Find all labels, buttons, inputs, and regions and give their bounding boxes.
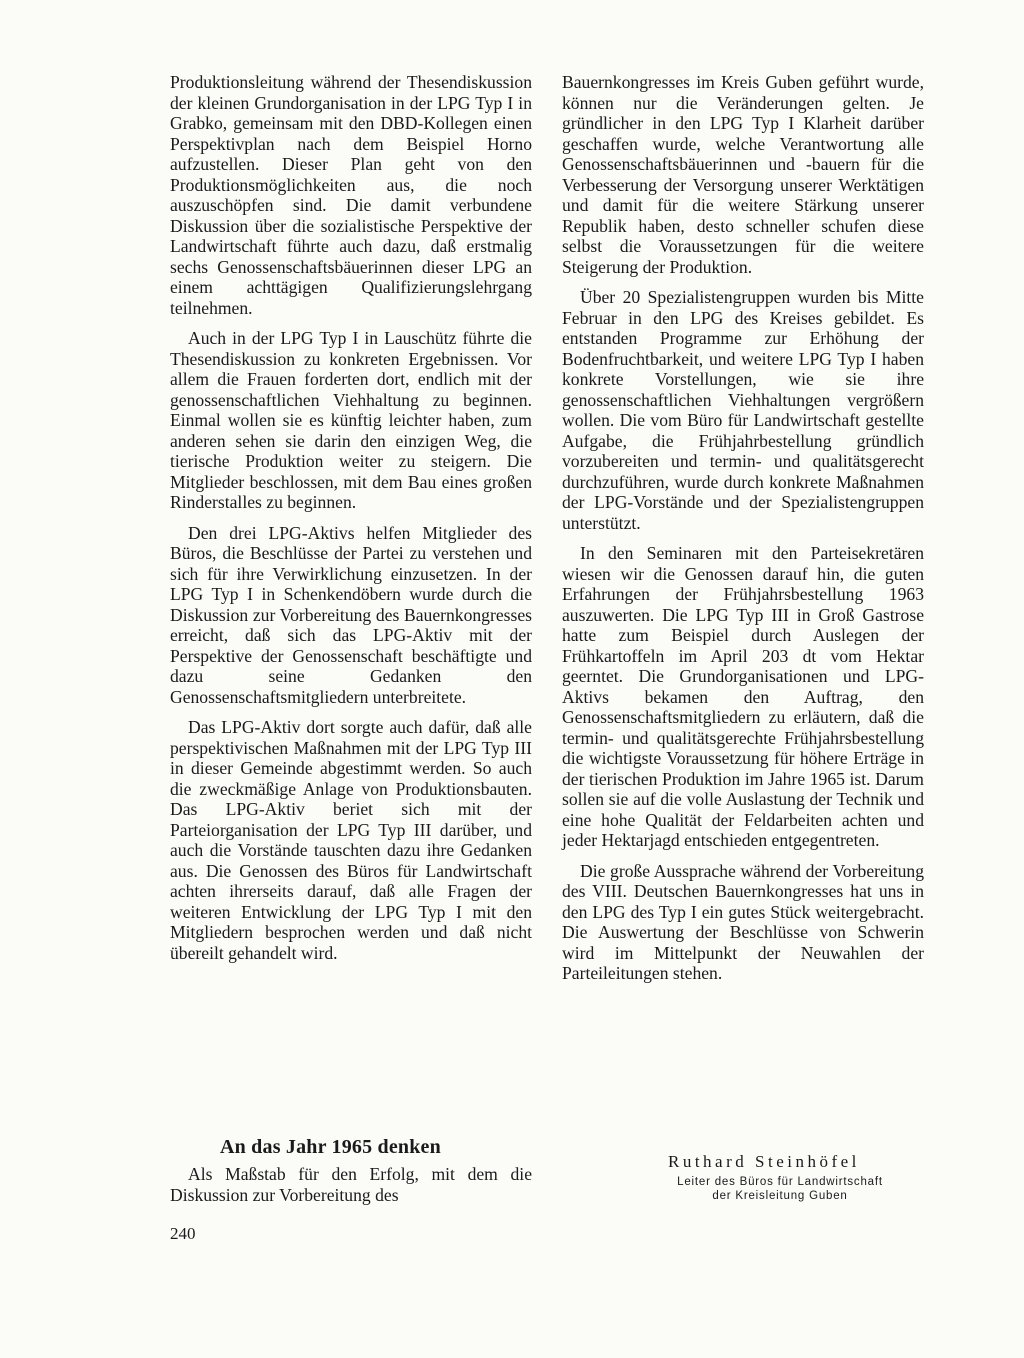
paragraph: Das LPG-Aktiv dort sorgte auch dafür, daß alle perspektivischen Maßnahmen mit der LPG Typ III in dieser Gemeinde abgestimmt werden. So auch die zweckmäßige Anlage von Produktionsbauten. Das LPG-Aktiv beriet sich mit der Parteiorganisation der LPG Typ III darüber, und auch die Vorstände tauschten dazu ihre Gedanken aus. Die Genossen des Büros für Landwirtschaft achten ihrerseits darauf, daß alle Fragen der weiteren Entwicklung der LPG Typ I mit den Mitgliedern besprochen werden und daß nicht übereilt gehandelt wird. [170,717,532,963]
paragraph: Den drei LPG-Aktivs helfen Mitglieder des Büros, die Beschlüsse der Partei zu verstehen und sich für ihre Verwirklichung einzusetzen. In der LPG Typ I in Schenkendöbern wurde durch die Diskussion zur Vorbereitung des Bauernkongresses erreicht, daß sich das LPG-Aktiv mit der Perspektive der Genossenschaft beschäftigte und dazu seine Gedanken den Genossenschaftsmitgliedern unterbreitete. [170,522,532,707]
author-name: Ruthard Steinhöfel [668,1152,860,1171]
page-number: 240 [170,1224,196,1243]
paragraph: Über 20 Spezialistengruppen wurden bis Mitte Februar in den LPG des Kreises gebildet. Es entstanden Programme zur Erhöhung der Bodenfruchtbarkeit, und weitere LPG Typ I haben konkrete Vorstellungen, wie sie ihre genossenschaftlichen Viehhaltungen vergrößern wollen. Die vom Büro für Landwirtschaft gestellte Aufgabe, die Frühjahrbestellung gründlich vorzubereiten und termin- und qualitätsgerecht durchzuführen, wurde durch konkrete Maßnahmen der LPG-Vorstände und der Spezialistengruppen unterstützt. [562,287,924,533]
right-column [562,72,924,994]
author-role-line: Leiter des Büros für Landwirtschaft [677,1176,883,1188]
author-role [620,1175,940,1203]
section-heading: An das Jahr 1965 denken [220,1136,441,1158]
left-column [170,72,532,973]
author-role-line: der Kreisleitung Guben [712,1190,848,1202]
paragraph: Auch in der LPG Typ I in Lauschütz führte die Thesendiskussion zu konkreten Ergebnissen. Vor allem die Frauen forderten dort, endlich mit der genossenschaftlichen Viehhaltung zu beginnen. Einmal wollen sie es künftig leichter haben, zum anderen sehen sie darin den einzigen Weg, die tierische Produktion weiter zu steigern. Die Mitglieder beschlossen, mit dem Bau eines großen Rinderstalles zu beginnen. [170,328,532,512]
paragraph: Als Maßstab für den Erfolg, mit dem die Diskussion zur Vorbereitung des [170,1164,532,1205]
left-column-tail [170,1164,532,1205]
paragraph: In den Seminaren mit den Parteisekretären wiesen wir die Genossen darauf hin, die guten Erfahrungen der Frühjahrsbestellung 1963 auszuwerten. Die LPG Typ III in Groß Gastrose hatte zum Beispiel durch Auslegen der Frühkartoffeln im April 203 dt vom Hektar geerntet. Die Grundorganisationen und LPG-Aktivs bekamen den Auftrag, den Genossenschaftsmitgliedern zu erläutern, daß die termin- und qualitätsgerechte Frühjahrsbestellung die wichtigste Voraussetzung für höhere Erträge in der tierischen Produktion im Jahre 1965 ist. Darum sollen sie auf die volle Auslastung der Technik und eine hohe Qualität der Feldarbeiten achten und jeder Hektarjagd entschieden entgegentreten. [562,543,924,850]
paragraph: Produktionsleitung während der Thesendiskussion der kleinen Grundorganisation in der LPG Typ I in Grabko, gemeinsam mit den DBD-Kollegen einen Perspektivplan nach dem Beispiel Horno aufzustellen. Dieser Plan geht von den Produktionsmöglichkeiten aus, die noch auszuschöpfen sind. Die damit verbundene Diskussion über die sozialistische Perspektive der Landwirtschaft führte auch dazu, daß erstmalig sechs Genossenschaftsbäuerinnen dieser LPG an einem achttägigen Qualifizierungslehrgang teilnehmen. [170,72,532,318]
paragraph: Die große Aussprache während der Vorbereitung des VIII. Deutschen Bauernkongresses hat uns in den LPG des Typ I ein gutes Stück weitergebracht. Die Auswertung der Beschlüsse von Schwerin wird im Mittelpunkt der Neuwahlen der Parteileitungen stehen. [562,860,924,983]
paragraph: Bauernkongresses im Kreis Guben geführt wurde, können nur die Veränderungen gelten. Je gründlicher in den LPG Typ I Klarheit darüber geschaffen wurde, welche Verantwortung alle Genossenschaftsbäuerinnen und -bauern für die Verbesserung der Versorgung unserer Werktätigen und damit für die weitere Stärkung unserer Republik haben, desto schneller schufen diese selbst die Voraussetzungen für die weitere Steigerung der Produktion. [562,72,924,277]
